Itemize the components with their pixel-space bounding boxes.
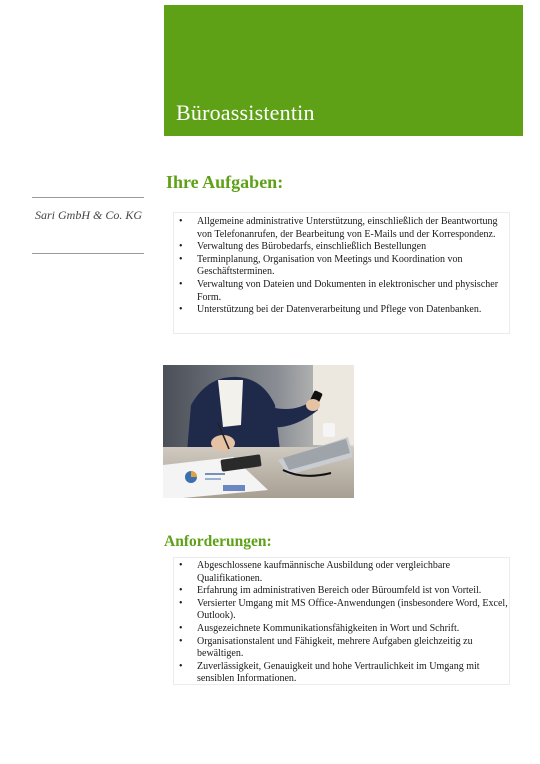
divider-bottom (32, 253, 144, 254)
tasks-list-box (173, 212, 510, 334)
requirements-list (174, 558, 509, 686)
tasks-heading: Ihre Aufgaben: (166, 172, 284, 192)
page-title: Büroassistentin (176, 100, 315, 125)
list-item: • Zuverlässigkeit, Genauigkeit und hohe Vertraulichkeit im Umgang mit sensiblen Informationen. (197, 661, 509, 686)
list-item: • Organisationstalent und Fähigkeit, mehrere Aufgaben gleichzeitig zu bewältigen. (197, 636, 509, 661)
divider-top (32, 197, 144, 198)
list-item: • Allgemeine administrative Unterstützung, einschließlich der Beantwortung von Telefonanrufen, der Bearbeitung von E-Mails und der Korrespondenz. (197, 216, 509, 241)
office-worker-photo (163, 365, 354, 498)
list-item: • Verwaltung des Bürobedarfs, einschließlich Bestellungen (197, 241, 509, 254)
tasks-list (174, 213, 509, 317)
requirements-list-box (173, 557, 510, 685)
list-item: • Abgeschlossene kaufmännische Ausbildung oder vergleichbare Qualifikationen. (197, 560, 509, 585)
list-item: • Verwaltung von Dateien und Dokumenten in elektronischer und physischer Form. (197, 279, 509, 304)
list-item: • Unterstützung bei der Datenverarbeitung und Pflege von Datenbanken. (197, 304, 509, 317)
list-item: • Ausgezeichnete Kommunikationsfähigkeiten in Wort und Schrift. (197, 623, 509, 636)
list-item: • Versierter Umgang mit MS Office-Anwendungen (insbesondere Word, Excel, Outlook). (197, 598, 509, 623)
requirements-heading: Anforderungen: (164, 533, 272, 550)
company-name: Sari GmbH & Co. KG (34, 208, 142, 222)
list-item: • Terminplanung, Organisation von Meetings und Koordination von Geschäftsterminen. (197, 254, 509, 279)
list-item: • Erfahrung im administrativen Bereich oder Büroumfeld ist von Vorteil. (197, 585, 509, 598)
title-banner (164, 5, 523, 136)
